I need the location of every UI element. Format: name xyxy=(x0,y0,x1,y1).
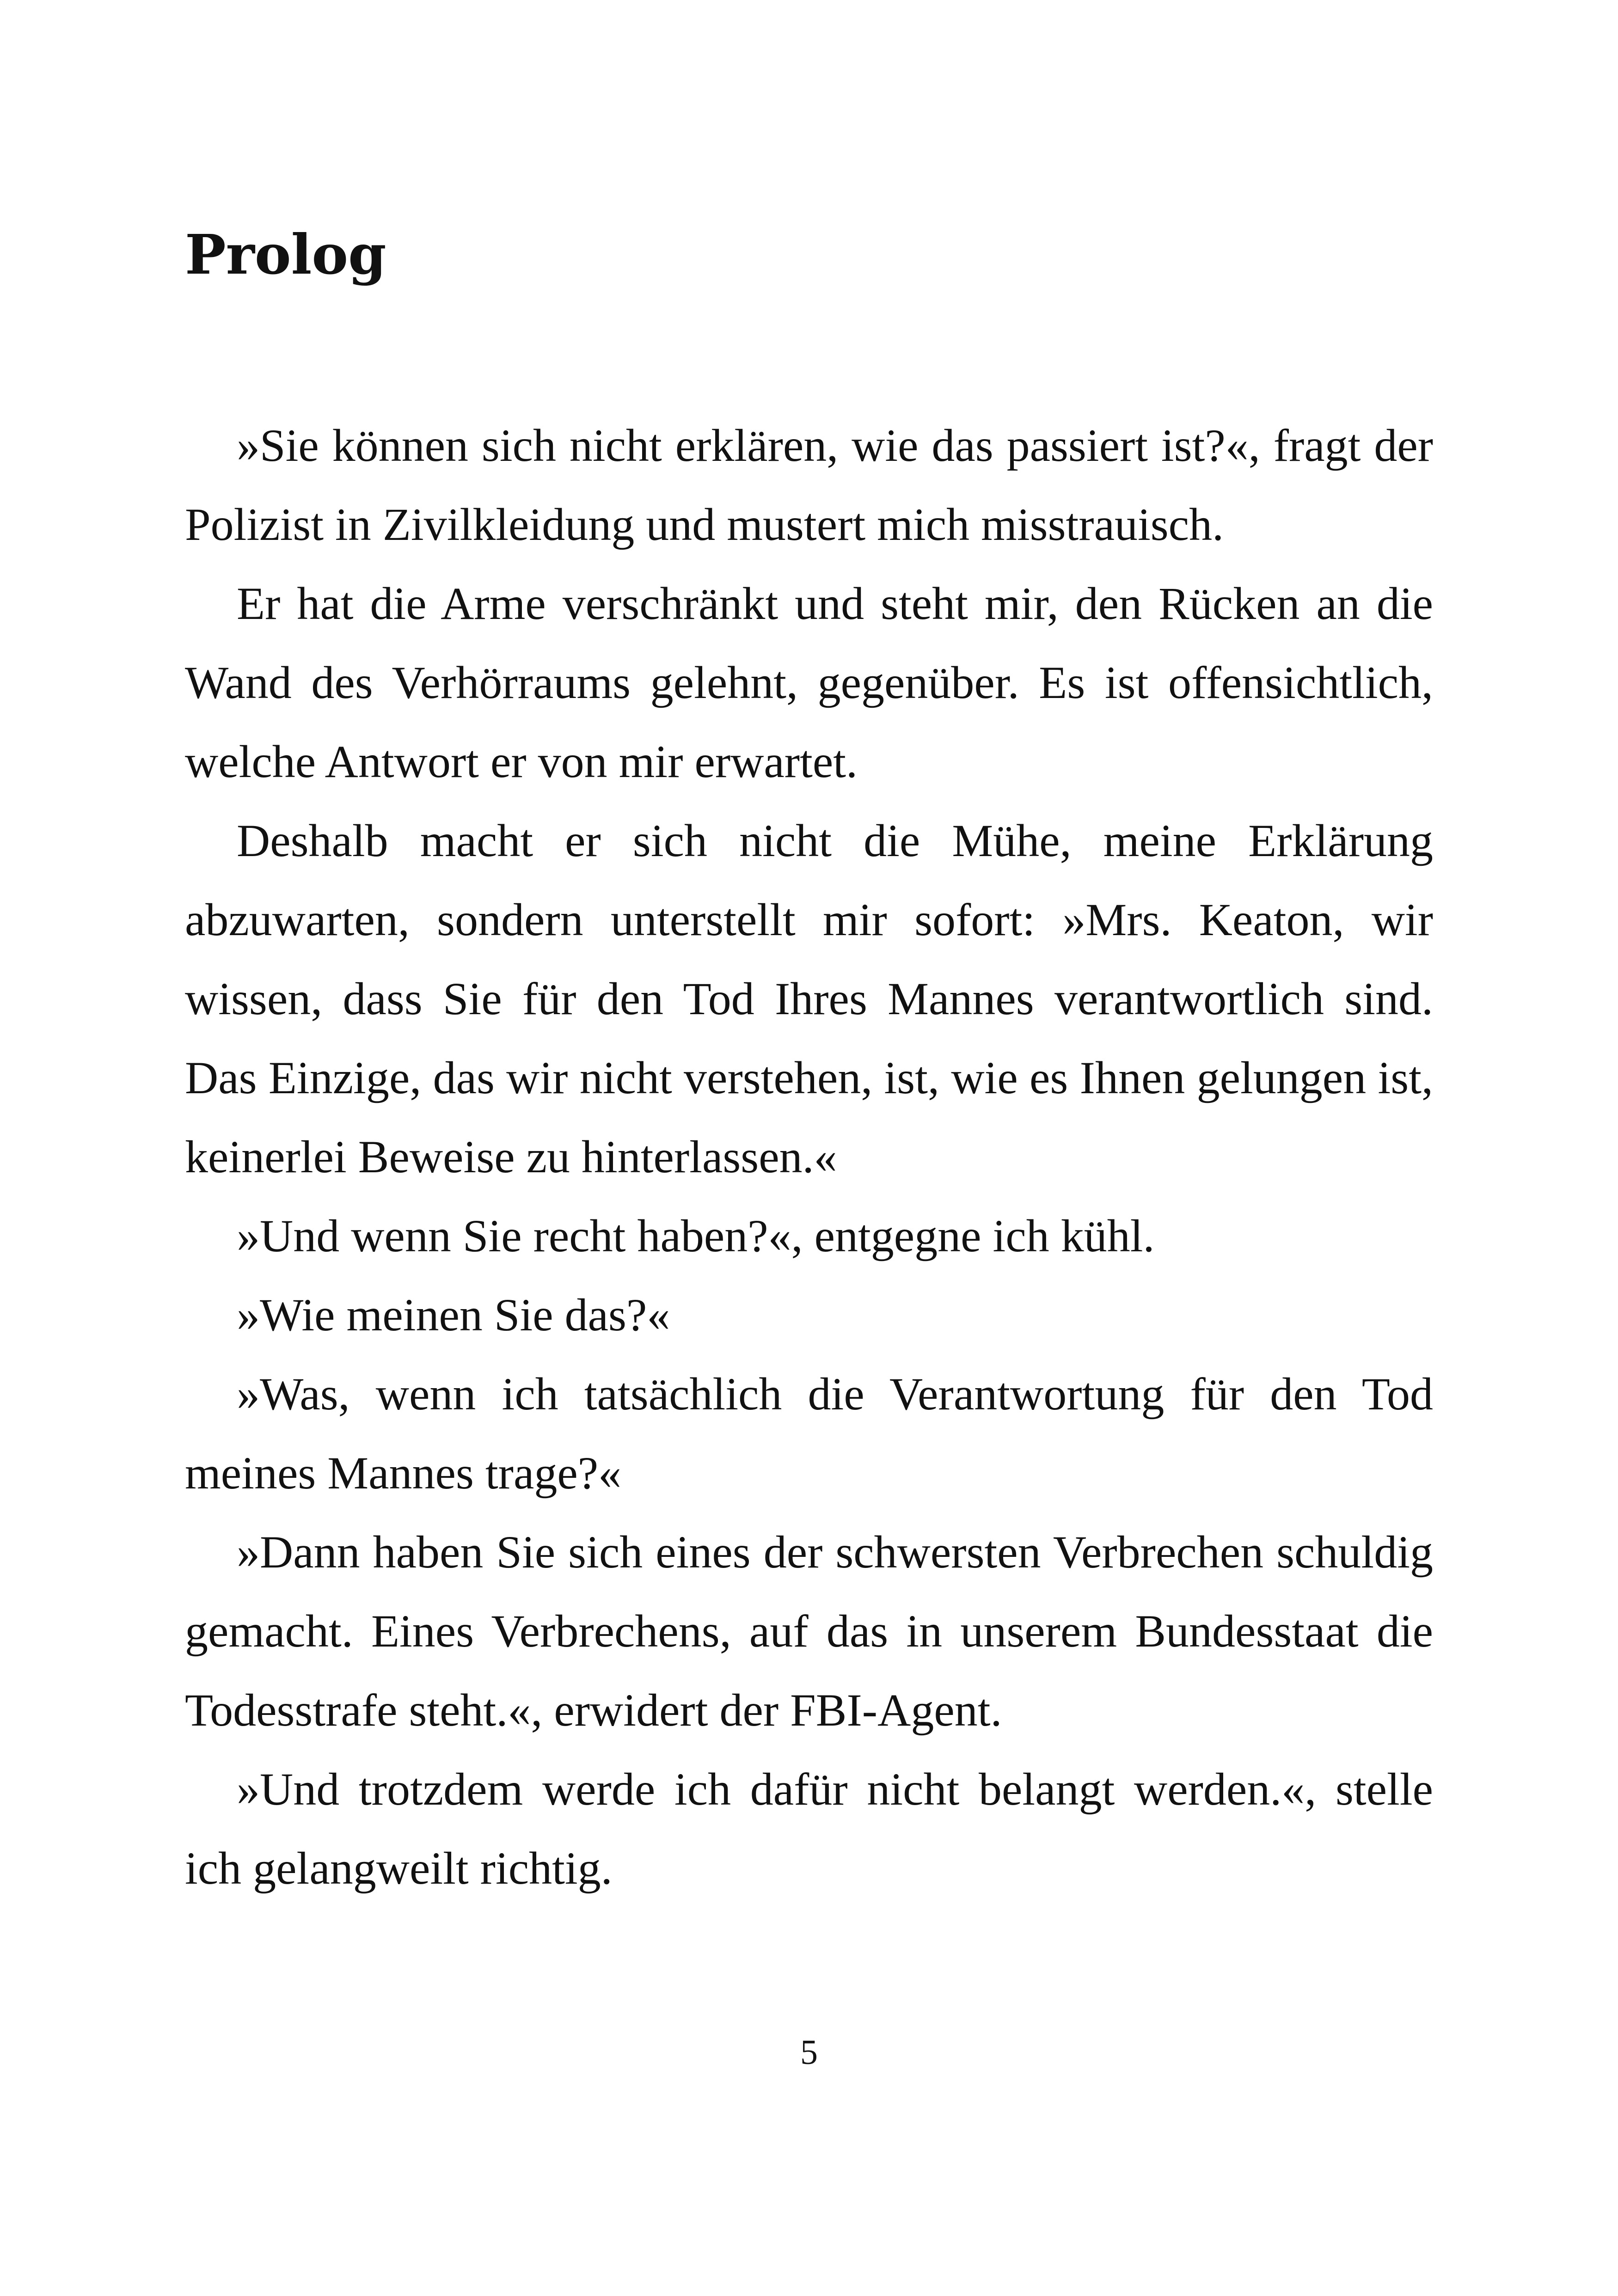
page-number: 5 xyxy=(800,2033,818,2072)
paragraph: »Wie meinen Sie das?« xyxy=(237,1289,670,1341)
paragraph: »Sie können sich nicht erklären, wie das passiert ist?«, fragt der Polizist in Zivilkleidung und mustert mich misstrauisch. xyxy=(185,420,1433,550)
paragraph: »Was, wenn ich tatsächlich die Verantwortung für den Tod meines Mannes trage?« xyxy=(185,1368,1433,1499)
paragraph: Er hat die Arme verschränkt und steht mir, den Rücken an die Wand des Verhörraums gelehnt, gegenüber. Es ist offensichtlich, welche Antwort er von mir erwartet. xyxy=(185,578,1433,787)
body-text xyxy=(185,406,1433,1908)
paragraph: »Und trotzdem werde ich dafür nicht belangt werden.«, stelle ich gelangweilt richtig. xyxy=(185,1763,1433,1894)
paragraph: »Dann haben Sie sich eines der schwersten Verbrechen schuldig gemacht. Eines Verbrechens, auf das in unserem Bundesstaat die Todesstrafe steht.«, erwidert der FBI-Agent. xyxy=(185,1526,1433,1736)
paragraph: »Und wenn Sie recht haben?«, entgegne ich kühl. xyxy=(237,1210,1155,1261)
paragraph: Deshalb macht er sich nicht die Mühe, meine Erklärung abzuwarten, sondern unterstellt mir sofort: »Mrs. Keaton, wir wissen, dass Sie für den Tod Ihres Mannes verantwortlich sind. Das Einzige, das wir nicht verstehen, ist, wie es Ihnen gelungen ist, keinerlei Beweise zu hinterlassen.« xyxy=(185,815,1433,1182)
chapter-title: Prolog xyxy=(185,222,386,287)
